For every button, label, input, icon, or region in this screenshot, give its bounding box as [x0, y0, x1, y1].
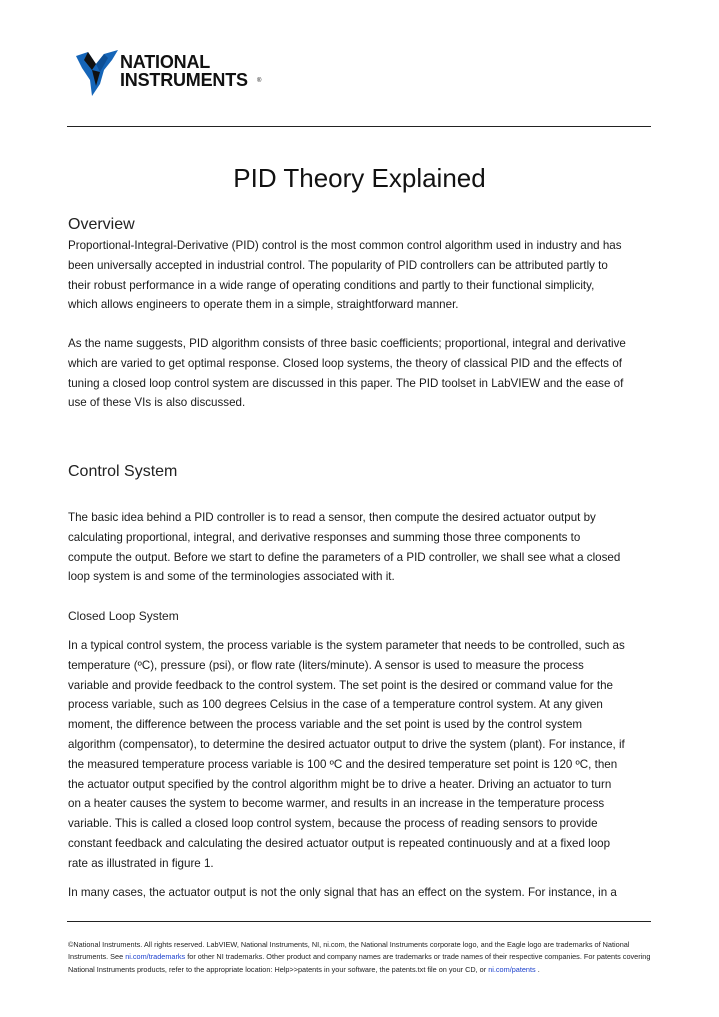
- footer-line: ©National Instruments. All rights reserved. LabVIEW, National Instruments, NI, ni.com, the National Instruments corporate logo, and the Eagle logo are trademarks of National: [68, 940, 630, 949]
- text-line: temperature (ºC), pressure (psi), or flow rate (liters/minute). A sensor is used to measure the process: [68, 658, 584, 672]
- text-line: which allows engineers to operate them in a simple, straightforward manner.: [68, 298, 459, 312]
- trademarks-link[interactable]: ni.com/trademarks: [125, 952, 186, 962]
- text-line: algorithm (compensator), to determine the desired actuator output to drive the system (plant). For instance, if: [68, 737, 625, 751]
- text-line: process variable, such as 100 degrees Celsius in the case of a temperature control system. At any given: [68, 698, 603, 712]
- national-instruments-logo: [74, 50, 264, 100]
- text-line: In a typical control system, the process variable is the system parameter that needs to be controlled, such as: [68, 639, 625, 652]
- text-line: which are varied to get optimal response. Closed loop systems, the theory of classical PID and the effects of: [68, 356, 622, 370]
- text-line: the actuator output specified by the control algorithm might be to drive a heater. Driving an actuator to turn: [68, 777, 612, 791]
- control-system-paragraph: [68, 508, 652, 587]
- text-line: on a heater causes the system to become warmer, and results in an increase in the temperature process: [68, 797, 605, 811]
- text-line: compute the output. Before we start to define the parameters of a PID controller, we shall see what a closed: [68, 550, 621, 564]
- logo-line-instruments: INSTRUMENTS: [120, 70, 248, 90]
- text-line: The basic idea behind a PID controller is to read a sensor, then compute the desired actuator output by: [68, 511, 596, 524]
- overview-paragraph-2: [68, 334, 652, 413]
- footer-line: Instruments. See ni.com/trademarks for other NI trademarks. Other product and company names are trademarks or trade names of their respective companies. For patents covering: [68, 952, 651, 962]
- text-line: variable. This is called a closed loop control system, because the process of reading sensors to provide: [68, 817, 598, 831]
- text-line: calculating proportional, integral, and derivative responses and summing those three components to: [68, 530, 581, 544]
- legal-footer: [68, 939, 652, 976]
- footer-divider: [67, 921, 651, 922]
- text-line: use of these VIs is also discussed.: [68, 396, 246, 410]
- logo-wordmark: [120, 52, 262, 90]
- text-line: variable and provide feedback to the control system. The set point is the desired or command value for the: [68, 678, 613, 692]
- page-title: PID Theory Explained: [233, 163, 486, 193]
- text-line: the measured temperature process variable is 100 ºC and the desired temperature set point is 120 ºC, then: [68, 757, 618, 771]
- text-line: loop system is and some of the terminologies associated with it.: [68, 570, 395, 584]
- section-heading-overview: Overview: [68, 216, 135, 233]
- text-line: constant feedback and calculating the desired actuator output is repeated continuously and at a fixed loop: [68, 836, 611, 850]
- text-line: As the name suggests, PID algorithm consists of three basic coefficients; proportional, integral and derivative: [68, 337, 626, 350]
- text-line: their robust performance in a wide range of operating conditions and partly to their functional simplicity,: [68, 278, 595, 292]
- registered-mark: ®: [257, 78, 262, 84]
- text-line: tuning a closed loop control system are discussed in this paper. The PID toolset in LabVIEW and the ease of: [68, 376, 624, 390]
- text-line: In many cases, the actuator output is not the only signal that has an effect on the system. For instance, in a: [68, 886, 617, 899]
- overview-paragraph-1: [68, 236, 652, 315]
- closed-loop-paragraph-1: [68, 636, 652, 874]
- closed-loop-paragraph-2: [68, 883, 652, 903]
- text-line: Proportional-Integral-Derivative (PID) control is the most common control algorithm used in industry and has: [68, 239, 622, 252]
- text-line: been universally accepted in industrial control. The popularity of PID controllers can be attributed partly to: [68, 258, 608, 272]
- eagle-icon: [74, 50, 124, 98]
- header-divider: [67, 126, 651, 127]
- text-line: rate as illustrated in figure 1.: [68, 856, 214, 870]
- section-heading-control-system: Control System: [68, 463, 178, 480]
- subsection-heading-closed-loop: Closed Loop System: [68, 609, 179, 623]
- footer-line: National Instruments products, refer to the appropriate location: Help>>patents in your software, the patents.txt file on your CD, or ni.com/patents .: [68, 964, 540, 974]
- logo-line-national: NATIONAL: [120, 52, 211, 72]
- text-line: moment, the difference between the process variable and the set point is used by the control system: [68, 718, 583, 732]
- patents-link[interactable]: ni.com/patents: [488, 964, 536, 974]
